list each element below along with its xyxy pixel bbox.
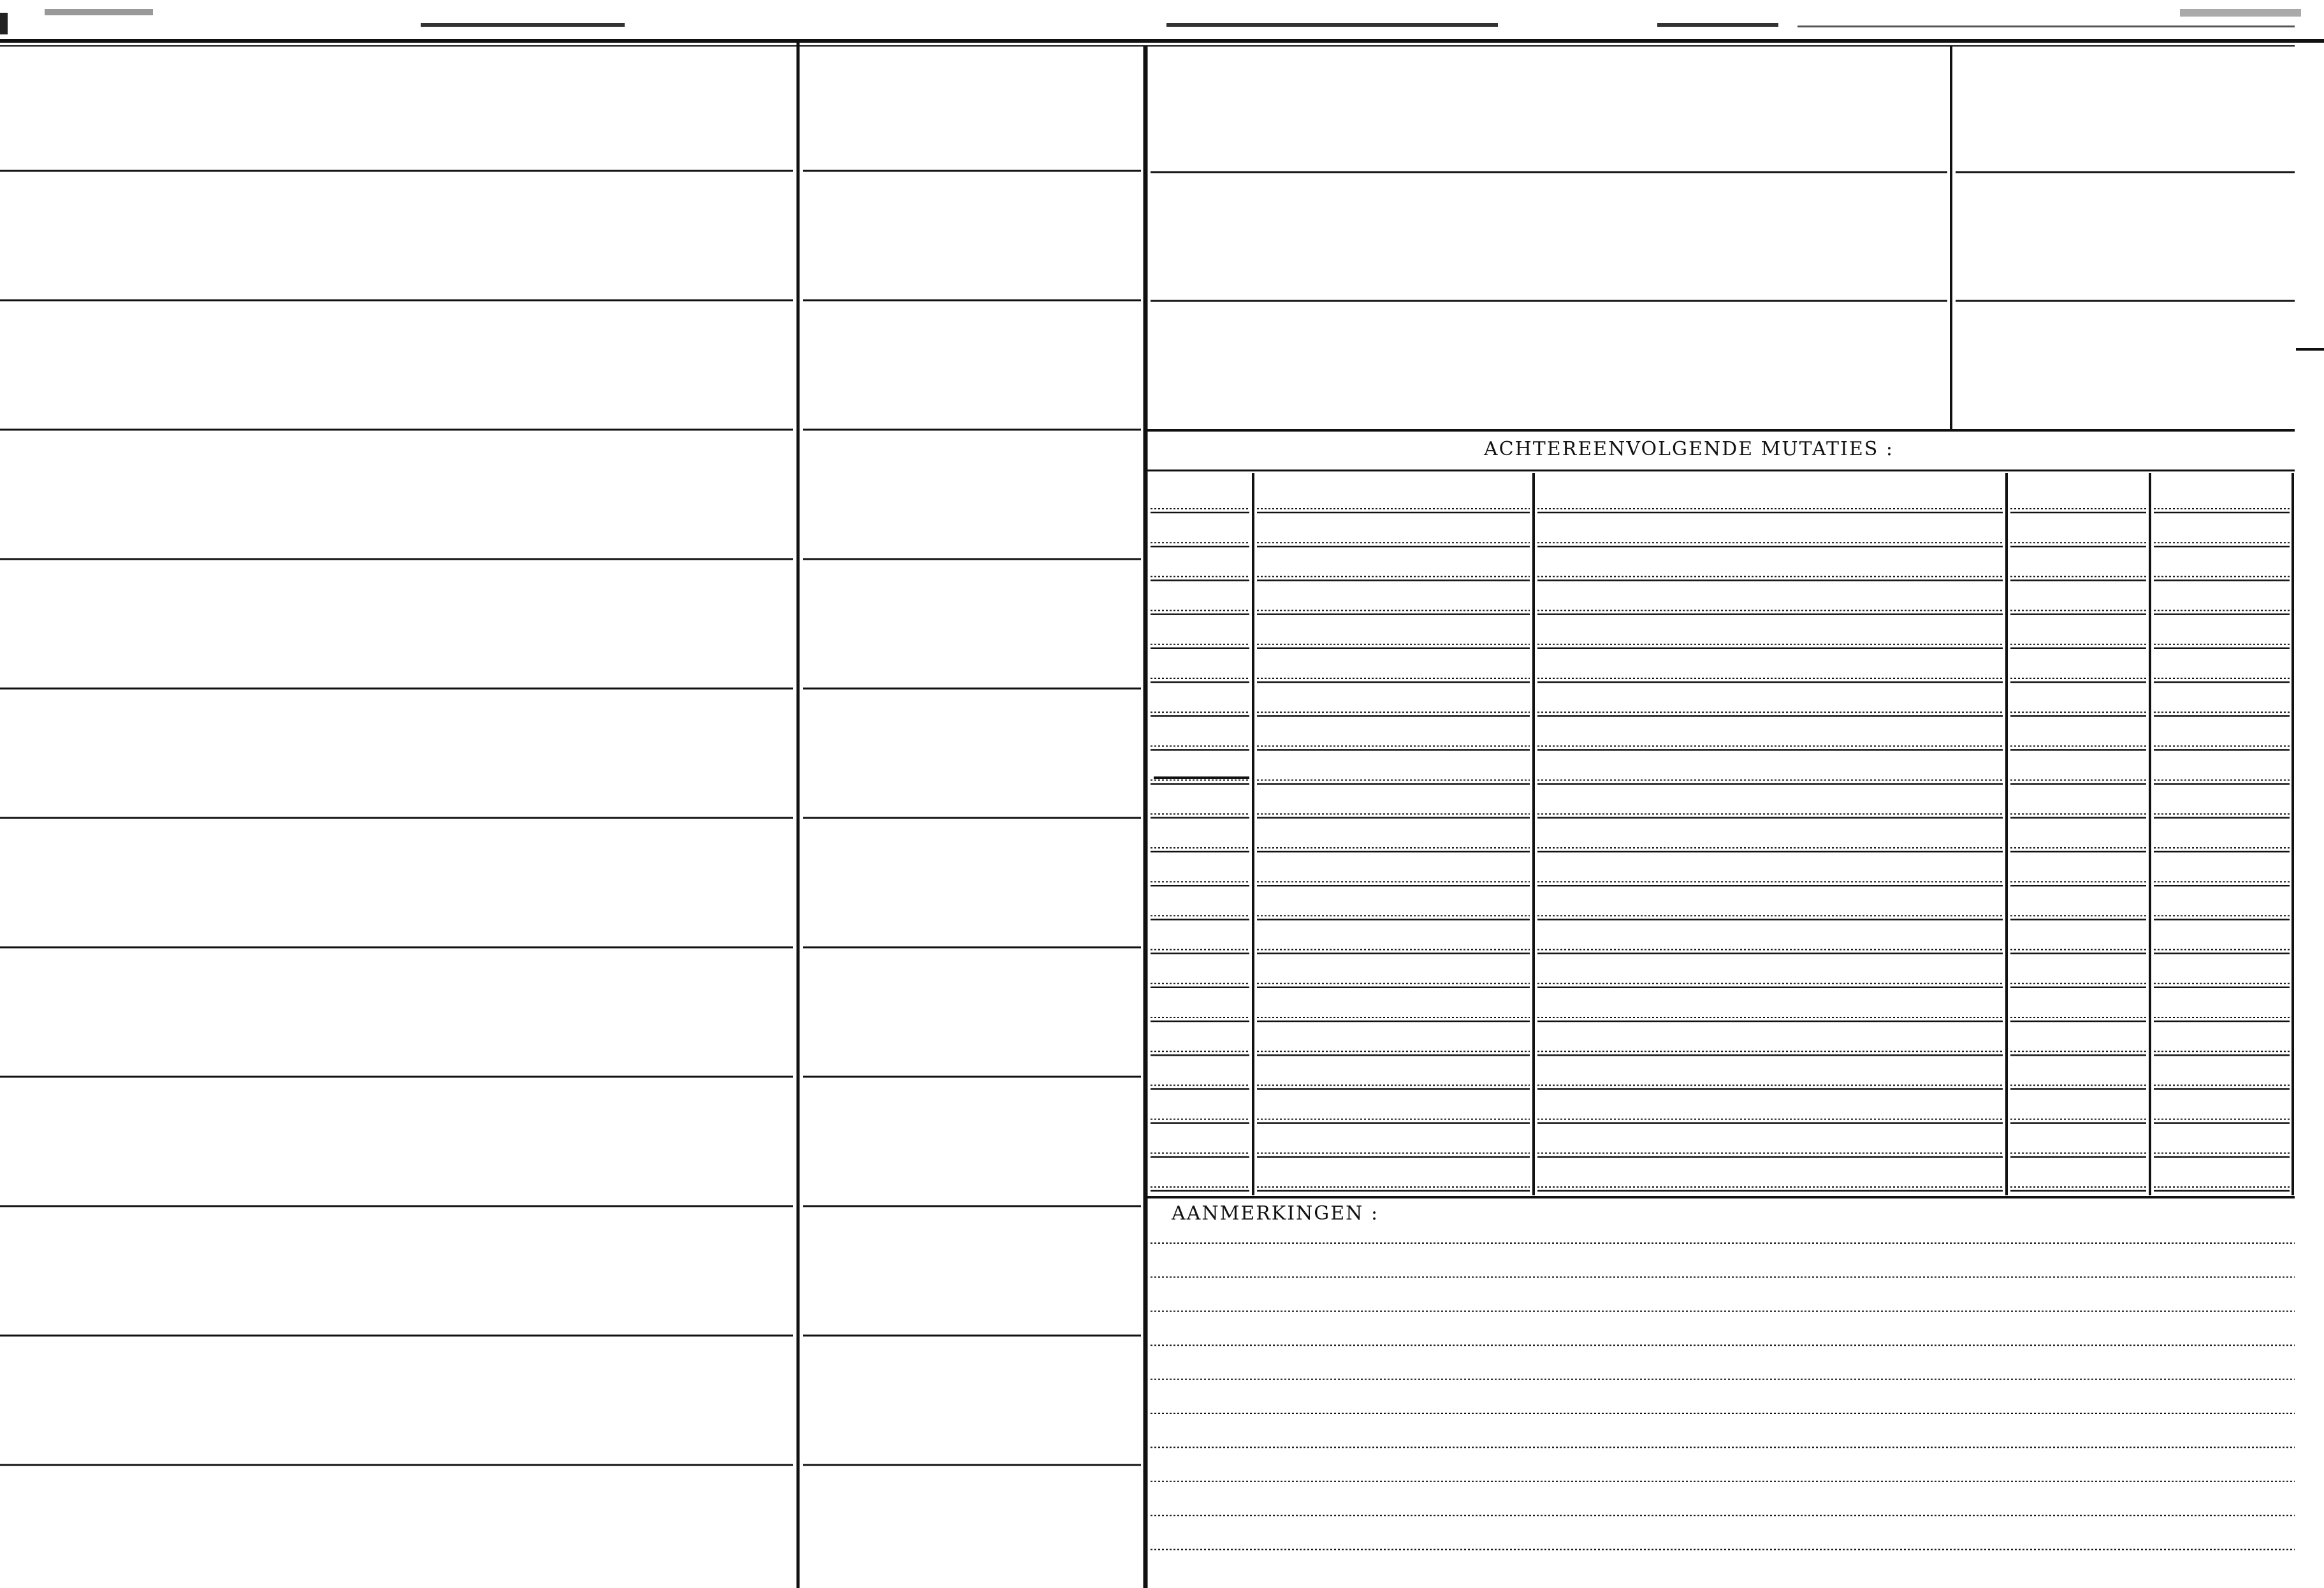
mutaties-title: ACHTEREENVOLGENDE MUTATIES : [1484, 438, 1894, 460]
mutaties-columns [1253, 473, 2293, 1195]
left-register-rows [0, 171, 1141, 1465]
aanmerkingen-title: AANMERKINGEN : [1172, 1202, 1379, 1225]
mutaties-rows [1151, 509, 2290, 1191]
aanmerkingen-lines [1151, 1243, 2295, 1550]
top-edge-print-residue [0, 9, 2301, 34]
top-right-rows [1151, 172, 2295, 301]
